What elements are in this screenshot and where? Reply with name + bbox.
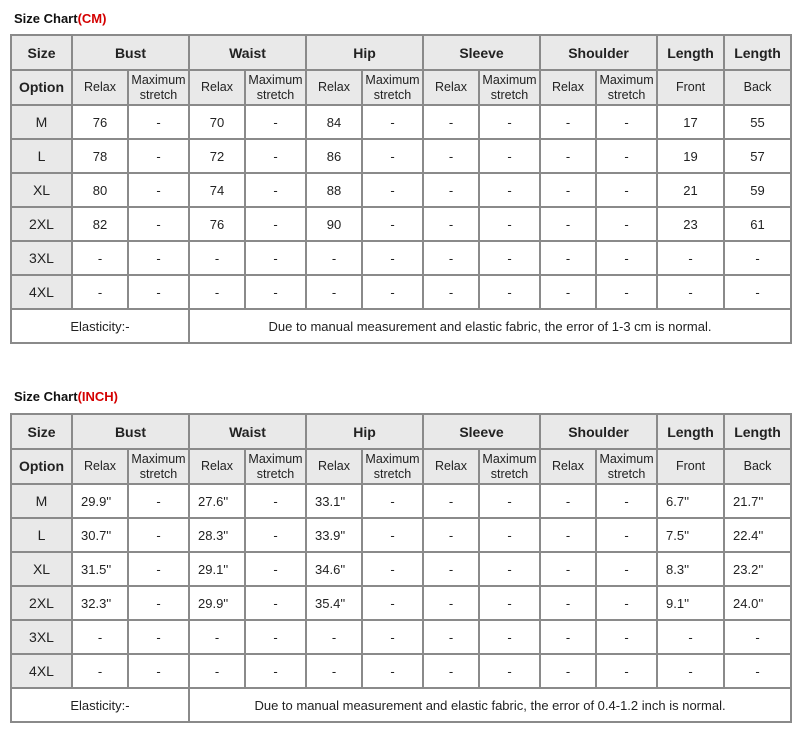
size-label: M bbox=[11, 484, 72, 518]
table-cell: - bbox=[596, 105, 657, 139]
table-cell: 23 bbox=[657, 207, 724, 241]
table-cell: - bbox=[540, 105, 596, 139]
table-cell: 86 bbox=[306, 139, 362, 173]
table-cell: - bbox=[596, 518, 657, 552]
table-cell: - bbox=[540, 173, 596, 207]
table-cell: - bbox=[724, 620, 791, 654]
length-front-header: Length bbox=[657, 35, 724, 70]
table-cell: - bbox=[479, 484, 540, 518]
max-stretch-header: Maximum stretch bbox=[479, 70, 540, 105]
table-cell: - bbox=[479, 241, 540, 275]
table-cell: 90 bbox=[306, 207, 362, 241]
table-cell: - bbox=[596, 654, 657, 688]
size-label: 3XL bbox=[11, 241, 72, 275]
back-header: Back bbox=[724, 449, 791, 484]
table-cell: - bbox=[423, 105, 479, 139]
table-cell: - bbox=[362, 139, 423, 173]
relax-header: Relax bbox=[72, 70, 128, 105]
table-cell: 30.7'' bbox=[72, 518, 128, 552]
table-cell: 59 bbox=[724, 173, 791, 207]
table-row bbox=[11, 241, 791, 275]
table-cell: - bbox=[306, 275, 362, 309]
max-stretch-header: Maximum stretch bbox=[245, 449, 306, 484]
table-cell: - bbox=[189, 275, 245, 309]
table-cell: - bbox=[362, 552, 423, 586]
table-cell: - bbox=[128, 654, 189, 688]
table-cell: 31.5'' bbox=[72, 552, 128, 586]
size-label: 3XL bbox=[11, 620, 72, 654]
relax-header: Relax bbox=[423, 70, 479, 105]
table-cell: - bbox=[724, 241, 791, 275]
table-cell: - bbox=[362, 275, 423, 309]
size-label: XL bbox=[11, 173, 72, 207]
table-cell: - bbox=[479, 654, 540, 688]
table-cell: - bbox=[245, 654, 306, 688]
front-header: Front bbox=[657, 70, 724, 105]
table-cell: - bbox=[540, 484, 596, 518]
table-cell: - bbox=[128, 207, 189, 241]
table-cell: 34.6'' bbox=[306, 552, 362, 586]
table-row bbox=[11, 586, 791, 620]
table-cell: - bbox=[724, 275, 791, 309]
table-cell: - bbox=[540, 275, 596, 309]
table-cell: - bbox=[596, 207, 657, 241]
max-stretch-header: Maximum stretch bbox=[362, 70, 423, 105]
table-cell: - bbox=[128, 586, 189, 620]
option-header: Option bbox=[11, 449, 72, 484]
table-cell: - bbox=[540, 654, 596, 688]
relax-header: Relax bbox=[189, 449, 245, 484]
table-cell: - bbox=[540, 139, 596, 173]
table-cell: 6.7'' bbox=[657, 484, 724, 518]
size-label: M bbox=[11, 105, 72, 139]
length-back-header: Length bbox=[724, 35, 791, 70]
size-chart-cm bbox=[10, 34, 792, 344]
table-cell: 24.0'' bbox=[724, 586, 791, 620]
table-cell: 74 bbox=[189, 173, 245, 207]
table-row bbox=[11, 484, 791, 518]
table-cell: - bbox=[540, 620, 596, 654]
footer-row bbox=[11, 688, 791, 722]
table-cell: - bbox=[362, 105, 423, 139]
table-cell: - bbox=[362, 518, 423, 552]
relax-header: Relax bbox=[540, 449, 596, 484]
size-label: 4XL bbox=[11, 275, 72, 309]
table-cell: - bbox=[479, 173, 540, 207]
table-cell: - bbox=[596, 241, 657, 275]
table-cell: 19 bbox=[657, 139, 724, 173]
table-cell: 70 bbox=[189, 105, 245, 139]
max-stretch-header: Maximum stretch bbox=[479, 449, 540, 484]
table-cell: - bbox=[189, 620, 245, 654]
max-stretch-header: Maximum stretch bbox=[128, 70, 189, 105]
table-cell: - bbox=[423, 139, 479, 173]
table-cell: - bbox=[306, 241, 362, 275]
table-cell: - bbox=[245, 105, 306, 139]
table-cell: - bbox=[245, 275, 306, 309]
header-row-options bbox=[11, 449, 791, 484]
group-header-shoulder: Shoulder bbox=[540, 35, 657, 70]
table-cell: - bbox=[423, 241, 479, 275]
table-cell: - bbox=[245, 139, 306, 173]
cm-title-unit: (CM) bbox=[77, 11, 107, 26]
table-cell: - bbox=[245, 173, 306, 207]
max-stretch-header: Maximum stretch bbox=[245, 70, 306, 105]
option-header: Option bbox=[11, 70, 72, 105]
header-row-groups bbox=[11, 35, 791, 70]
front-header: Front bbox=[657, 449, 724, 484]
table-cell: - bbox=[245, 484, 306, 518]
table-cell: - bbox=[128, 518, 189, 552]
table-cell: - bbox=[423, 552, 479, 586]
group-header-hip: Hip bbox=[306, 35, 423, 70]
size-label: L bbox=[11, 518, 72, 552]
table-cell: 23.2'' bbox=[724, 552, 791, 586]
table-cell: - bbox=[423, 484, 479, 518]
inch-title-text: Size Chart bbox=[14, 389, 78, 404]
table-cell: - bbox=[72, 620, 128, 654]
elasticity-label: Elasticity:- bbox=[11, 688, 189, 722]
table-cell: 29.9'' bbox=[72, 484, 128, 518]
table-cell: - bbox=[479, 275, 540, 309]
table-cell: - bbox=[657, 275, 724, 309]
table-cell: - bbox=[423, 518, 479, 552]
relax-header: Relax bbox=[306, 70, 362, 105]
table-cell: - bbox=[128, 275, 189, 309]
group-header-sleeve: Sleeve bbox=[423, 414, 540, 449]
relax-header: Relax bbox=[423, 449, 479, 484]
table-cell: - bbox=[423, 275, 479, 309]
table-row bbox=[11, 620, 791, 654]
table-cell: - bbox=[362, 620, 423, 654]
table-cell: - bbox=[479, 620, 540, 654]
table-cell: 17 bbox=[657, 105, 724, 139]
table-cell: - bbox=[657, 241, 724, 275]
table-cell: - bbox=[245, 586, 306, 620]
table-cell: 72 bbox=[189, 139, 245, 173]
table-cell: - bbox=[362, 654, 423, 688]
size-label: XL bbox=[11, 552, 72, 586]
table-cell: - bbox=[128, 620, 189, 654]
table-cell: 78 bbox=[72, 139, 128, 173]
table-cell: - bbox=[306, 654, 362, 688]
table-cell: - bbox=[128, 241, 189, 275]
relax-header: Relax bbox=[189, 70, 245, 105]
table-row bbox=[11, 207, 791, 241]
table-cell: - bbox=[72, 654, 128, 688]
table-row bbox=[11, 105, 791, 139]
table-cell: 88 bbox=[306, 173, 362, 207]
relax-header: Relax bbox=[540, 70, 596, 105]
inch-chart-title bbox=[14, 389, 118, 404]
table-cell: - bbox=[72, 241, 128, 275]
measurement-note: Due to manual measurement and elastic fabric, the error of 1-3 cm is normal. bbox=[189, 309, 791, 343]
header-row-options bbox=[11, 70, 791, 105]
max-stretch-header: Maximum stretch bbox=[596, 449, 657, 484]
elasticity-label: Elasticity:- bbox=[11, 309, 189, 343]
table-row bbox=[11, 173, 791, 207]
length-front-header: Length bbox=[657, 414, 724, 449]
table-cell: - bbox=[479, 139, 540, 173]
footer-row bbox=[11, 309, 791, 343]
table-cell: 9.1'' bbox=[657, 586, 724, 620]
table-cell: - bbox=[540, 207, 596, 241]
table-cell: - bbox=[245, 552, 306, 586]
table-cell: - bbox=[596, 139, 657, 173]
table-cell: 57 bbox=[724, 139, 791, 173]
group-header-waist: Waist bbox=[189, 414, 306, 449]
table-cell: 21 bbox=[657, 173, 724, 207]
table-cell: - bbox=[540, 241, 596, 275]
max-stretch-header: Maximum stretch bbox=[128, 449, 189, 484]
size-label: 2XL bbox=[11, 207, 72, 241]
table-cell: - bbox=[72, 275, 128, 309]
group-header-bust: Bust bbox=[72, 35, 189, 70]
table-cell: - bbox=[423, 654, 479, 688]
table-cell: - bbox=[128, 173, 189, 207]
back-header: Back bbox=[724, 70, 791, 105]
length-back-header: Length bbox=[724, 414, 791, 449]
table-cell: - bbox=[245, 518, 306, 552]
table-cell: - bbox=[657, 620, 724, 654]
table-cell: 32.3'' bbox=[72, 586, 128, 620]
group-header-hip: Hip bbox=[306, 414, 423, 449]
table-cell: 33.9'' bbox=[306, 518, 362, 552]
table-cell: - bbox=[423, 620, 479, 654]
table-row bbox=[11, 518, 791, 552]
table-cell: 84 bbox=[306, 105, 362, 139]
table-cell: - bbox=[362, 241, 423, 275]
table-cell: - bbox=[596, 552, 657, 586]
table-cell: - bbox=[128, 105, 189, 139]
table-cell: 55 bbox=[724, 105, 791, 139]
cm-chart-title bbox=[14, 11, 106, 26]
table-cell: - bbox=[423, 586, 479, 620]
table-cell: - bbox=[245, 620, 306, 654]
table-row bbox=[11, 552, 791, 586]
table-cell: - bbox=[479, 105, 540, 139]
table-cell: - bbox=[189, 241, 245, 275]
table-cell: 8.3'' bbox=[657, 552, 724, 586]
table-cell: 21.7'' bbox=[724, 484, 791, 518]
table-cell: - bbox=[596, 173, 657, 207]
group-header-sleeve: Sleeve bbox=[423, 35, 540, 70]
table-cell: 27.6'' bbox=[189, 484, 245, 518]
table-row bbox=[11, 275, 791, 309]
table-cell: 76 bbox=[189, 207, 245, 241]
size-label: 2XL bbox=[11, 586, 72, 620]
relax-header: Relax bbox=[72, 449, 128, 484]
table-cell: - bbox=[245, 241, 306, 275]
table-cell: - bbox=[479, 586, 540, 620]
table-cell: - bbox=[540, 586, 596, 620]
table-cell: - bbox=[657, 654, 724, 688]
table-cell: - bbox=[362, 484, 423, 518]
table-cell: - bbox=[423, 173, 479, 207]
table-cell: - bbox=[128, 484, 189, 518]
table-cell: 22.4'' bbox=[724, 518, 791, 552]
max-stretch-header: Maximum stretch bbox=[596, 70, 657, 105]
table-cell: - bbox=[596, 620, 657, 654]
table-cell: - bbox=[479, 207, 540, 241]
measurement-note: Due to manual measurement and elastic fabric, the error of 0.4-1.2 inch is normal. bbox=[189, 688, 791, 722]
table-cell: - bbox=[423, 207, 479, 241]
table-cell: 28.3'' bbox=[189, 518, 245, 552]
table-cell: 29.1'' bbox=[189, 552, 245, 586]
header-row-groups bbox=[11, 414, 791, 449]
max-stretch-header: Maximum stretch bbox=[362, 449, 423, 484]
relax-header: Relax bbox=[306, 449, 362, 484]
size-label: 4XL bbox=[11, 654, 72, 688]
table-cell: 33.1'' bbox=[306, 484, 362, 518]
table-cell: - bbox=[479, 518, 540, 552]
table-cell: - bbox=[189, 654, 245, 688]
table-cell: - bbox=[362, 586, 423, 620]
size-label: L bbox=[11, 139, 72, 173]
group-header-shoulder: Shoulder bbox=[540, 414, 657, 449]
table-cell: 29.9'' bbox=[189, 586, 245, 620]
table-cell: - bbox=[362, 173, 423, 207]
table-cell: - bbox=[128, 139, 189, 173]
table-cell: 61 bbox=[724, 207, 791, 241]
table-cell: - bbox=[596, 484, 657, 518]
table-cell: - bbox=[362, 207, 423, 241]
table-cell: 35.4'' bbox=[306, 586, 362, 620]
table-cell: 7.5'' bbox=[657, 518, 724, 552]
table-cell: - bbox=[596, 275, 657, 309]
group-header-waist: Waist bbox=[189, 35, 306, 70]
table-cell: - bbox=[306, 620, 362, 654]
size-header: Size bbox=[11, 35, 72, 70]
table-cell: - bbox=[596, 586, 657, 620]
table-cell: - bbox=[724, 654, 791, 688]
table-cell: 76 bbox=[72, 105, 128, 139]
size-chart-inch bbox=[10, 413, 792, 723]
group-header-bust: Bust bbox=[72, 414, 189, 449]
table-cell: - bbox=[128, 552, 189, 586]
table-cell: - bbox=[540, 518, 596, 552]
cm-title-text: Size Chart bbox=[14, 11, 78, 26]
table-cell: 80 bbox=[72, 173, 128, 207]
table-row bbox=[11, 139, 791, 173]
table-row bbox=[11, 654, 791, 688]
table-cell: - bbox=[540, 552, 596, 586]
table-cell: - bbox=[245, 207, 306, 241]
table-cell: 82 bbox=[72, 207, 128, 241]
size-header: Size bbox=[11, 414, 72, 449]
inch-title-unit: (INCH) bbox=[77, 389, 119, 404]
table-cell: - bbox=[479, 552, 540, 586]
